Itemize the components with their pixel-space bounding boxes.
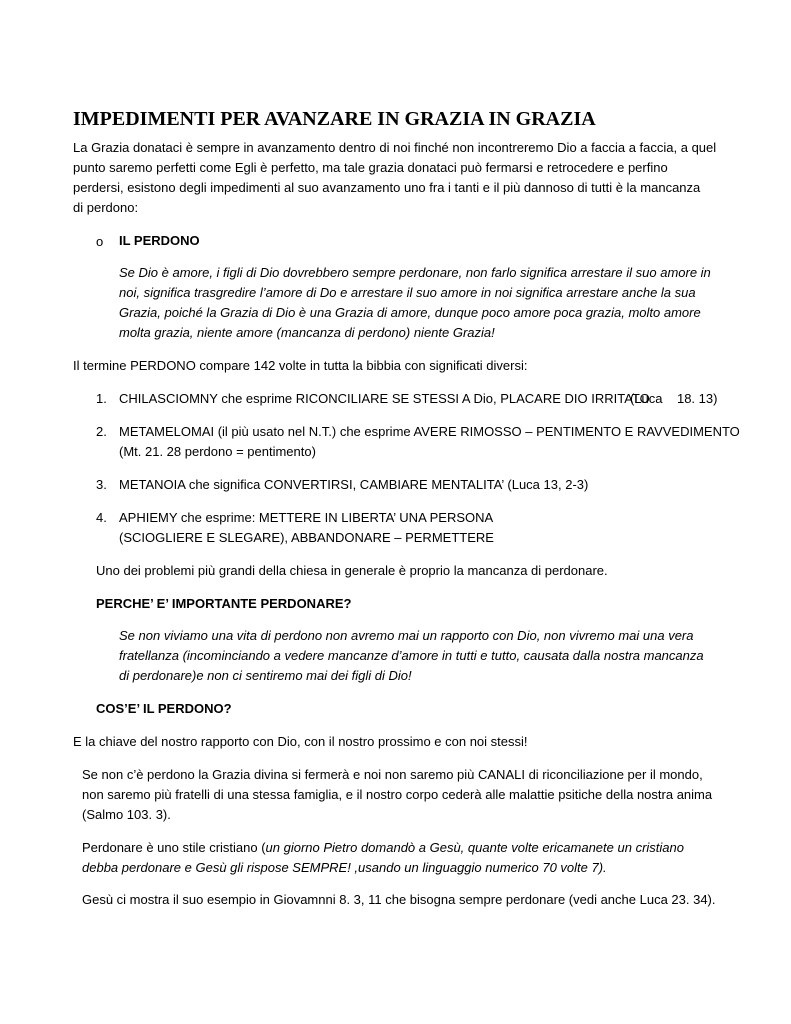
perdonare-line-2: debba perdonare e Gesù gli rispose SEMPRE! ,usando un linguaggio numerico 70 volte 7). [82, 860, 607, 875]
list-item-1-ref: (Luca 18. 13) [630, 391, 718, 406]
senon-line-3: (Salmo 103. 3). [82, 807, 171, 822]
list-item-4-line-1: APHIEMY che esprime: METTERE IN LIBERTA’ UNA PERSONA [119, 510, 494, 525]
perche-heading: PERCHE’ E’ IMPORTANTE PERDONARE? [96, 596, 352, 611]
intro-line-2: punto saremo perfetti come Egli è perfetto, ma tale grazia donataci può fermarsi e retrocedere e perfino [73, 160, 668, 175]
bullet-icon: o [96, 234, 104, 249]
intro-line-3: perdersi, esistono degli impedimenti al suo avanzamento uno fra i tanti e il più dannoso di tutti è la mancanza [73, 180, 701, 195]
list-number-1: 1. [96, 391, 107, 406]
list-number-4: 4. [96, 510, 107, 525]
perdono-heading: IL PERDONO [119, 233, 200, 248]
list-item-2-line-2: (Mt. 21. 28 perdono = pentimento) [119, 444, 316, 459]
perdonare-italic-1: un giorno Pietro domandò a Gesù, quante volte ericamanete un cristiano [265, 840, 684, 855]
list-number-2: 2. [96, 424, 107, 439]
perdonare-line-1 [82, 838, 684, 858]
perdono-text-line-1: Se Dio è amore, i figli di Dio dovrebbero sempre perdonare, non farlo significa arrestare il suo amore in [119, 265, 711, 280]
perdono-text-line-2: noi, significa trasgredire l’amore di Do e arrestare il suo amore in noi significa arrestare anche la sua [119, 285, 696, 300]
list-item-2-line-1: METAMELOMAI (il più usato nel N.T.) che esprime AVERE RIMOSSO – PENTIMENTO E RAVVEDIMENTO [119, 424, 740, 439]
problema-line: Uno dei problemi più grandi della chiesa in generale è proprio la mancanza di perdonare. [96, 563, 608, 578]
senon-line-1: Se non c’è perdono la Grazia divina si fermerà e noi non saremo più CANALI di riconciliazione per il mondo, [82, 767, 703, 782]
chiave-line: E la chiave del nostro rapporto con Dio, con il nostro prossimo e con noi stessi! [73, 734, 528, 749]
document-title: IMPEDIMENTI PER AVANZARE IN GRAZIA IN GRAZIA [73, 108, 596, 130]
list-item-3-text: METANOIA che significa CONVERTIRSI, CAMBIARE MENTALITA’ (Luca 13, 2-3) [119, 477, 589, 492]
perche-text-line-1: Se non viviamo una vita di perdono non avremo mai un rapporto con Dio, non vivremo mai una vera [119, 628, 694, 643]
perdono-text-line-4: molta grazia, niente amore (mancanza di perdono) niente Grazia! [119, 325, 495, 340]
intro-line-4: di perdono: [73, 200, 139, 215]
perche-text-line-2: fratellanza (incominciando a vedere mancanze d’amore in tutti e tutto, causata dalla nostra mancanza [119, 648, 704, 663]
senon-line-2: non saremo più fratelli di una stessa famiglia, e il nostro corpo cederà alle malattie psitiche della nostra anima [82, 787, 713, 802]
perdono-text-line-3: Grazia, poiché la Grazia di Dio è una Grazia di amore, dunque poco amore poca grazia, molto amore [119, 305, 701, 320]
perdonare-prefix: Perdonare è uno stile cristiano ( [82, 840, 266, 855]
cose-heading: COS’E’ IL PERDONO? [96, 701, 232, 716]
list-item-4-line-2: (SCIOGLIERE E SLEGARE), ABBANDONARE – PERMETTERE [119, 530, 494, 545]
termine-line: Il termine PERDONO compare 142 volte in tutta la bibbia con significati diversi: [73, 358, 528, 373]
list-number-3: 3. [96, 477, 107, 492]
list-item-1-text: CHILASCIOMNY che esprime RICONCILIARE SE STESSI A Dio, PLACARE DIO IRRITATO [119, 391, 650, 406]
gesu-line: Gesù ci mostra il suo esempio in Giovamnni 8. 3, 11 che bisogna sempre perdonare (vedi anche Luca 23. 34). [82, 892, 716, 907]
intro-line-1: La Grazia donataci è sempre in avanzamento dentro di noi finché non incontreremo Dio a faccia a faccia, a quel [73, 140, 717, 155]
perche-text-line-3: di perdonare)e non ci sentiremo mai dei figli di Dio! [119, 668, 412, 683]
